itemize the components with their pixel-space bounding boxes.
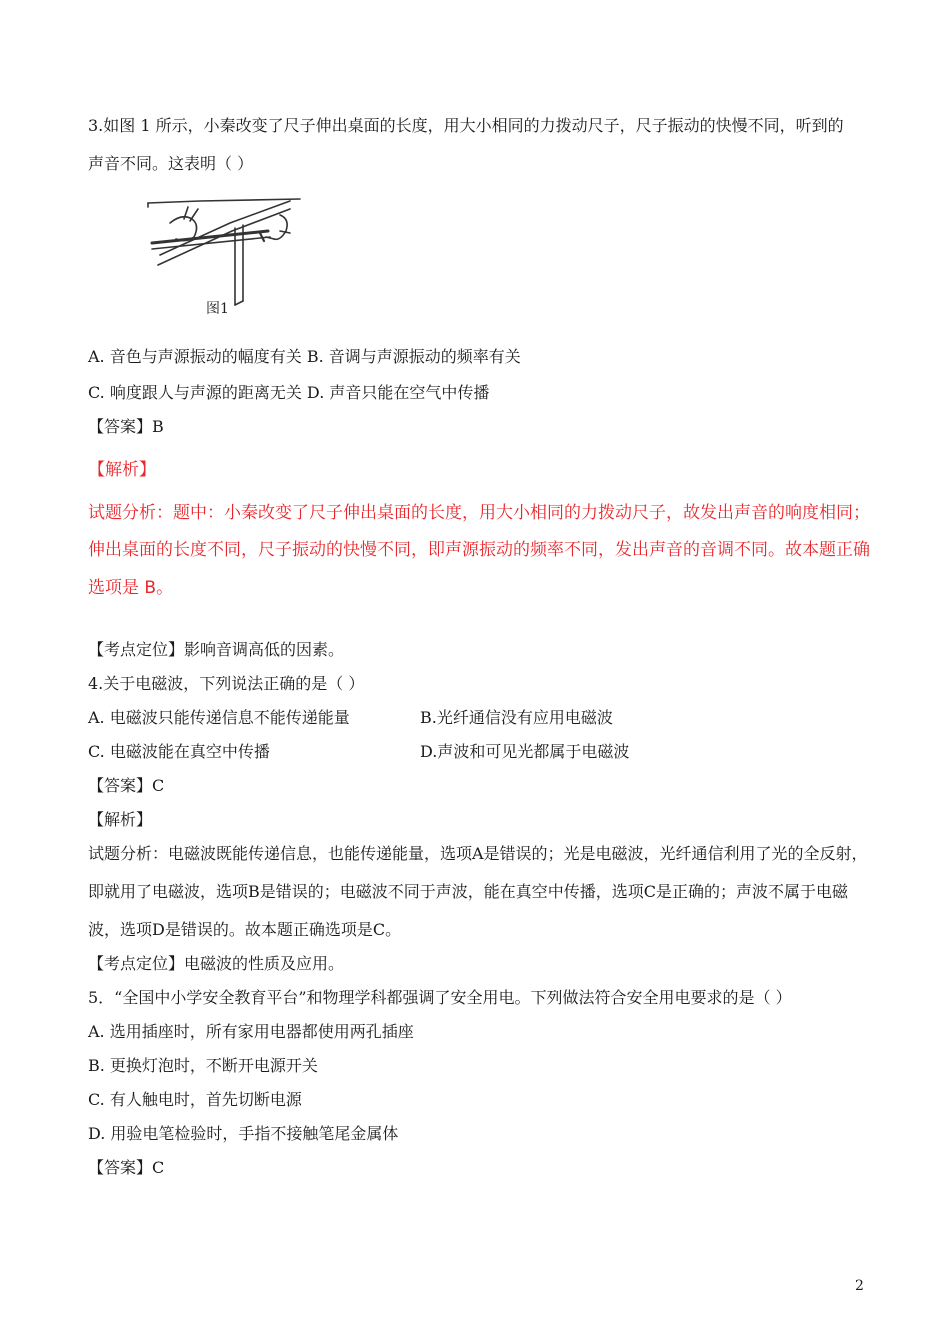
q5-option-a: A. 选用插座时，所有家用电器都使用两孔插座: [88, 1022, 414, 1041]
q4-answer: 【答案】C: [88, 776, 165, 795]
q4-option-d: D.声波和可见光都属于电磁波: [420, 742, 630, 761]
q4-kaodian: 【考点定位】电磁波的性质及应用。: [88, 954, 345, 973]
ruler-vibration-figure: [140, 193, 305, 318]
ruler-table-illustration: [140, 193, 305, 318]
q3-stem-line1: 3.如图 1 所示，小秦改变了尺子伸出桌面的长度，用大小相同的力拨动尺子，尺子振动的快慢不同，听到的: [88, 116, 844, 135]
q5-stem: 5．“全国中小学安全教育平台”和物理学科都强调了安全用电。下列做法符合安全用电要求的是（ ）: [88, 988, 792, 1007]
page-number: 2: [855, 1278, 864, 1294]
q4-analysis-line3: 波，选项D是错误的。故本题正确选项是C。: [88, 920, 402, 939]
q3-analysis-line1: 试题分析：题中：小秦改变了尺子伸出桌面的长度，用大小相同的力拨动尺子，故发出声音的响度相同；: [88, 503, 870, 523]
q3-stem-line2: 声音不同。这表明（ ）: [88, 154, 254, 173]
q3-analysis-line3: 选项是 B。: [88, 578, 174, 598]
q3-analysis-title: 【解析】: [88, 460, 156, 480]
q5-option-b: B. 更换灯泡时，不断开电源开关: [88, 1056, 318, 1075]
q3-options-line2: C. 响度跟人与声源的距离无关 D. 声音只能在空气中传播: [88, 383, 490, 402]
q4-analysis-title: 【解析】: [88, 810, 153, 829]
q4-analysis-line1: 试题分析：电磁波既能传递信息，也能传递能量，选项A是错误的；光是电磁波，光纤通信利用了光的全反射，: [88, 844, 868, 863]
q3-kaodian: 【考点定位】影响音调高低的因素。: [88, 640, 345, 659]
q5-option-c: C. 有人触电时，首先切断电源: [88, 1090, 302, 1109]
q5-option-d: D. 用验电笔检验时，手指不接触笔尾金属体: [88, 1124, 399, 1143]
q3-options-line1: A. 音色与声源振动的幅度有关 B. 音调与声源振动的频率有关: [88, 347, 521, 366]
q4-option-c: C. 电磁波能在真空中传播: [88, 742, 270, 761]
q4-option-a: A. 电磁波只能传递信息不能传递能量: [88, 708, 350, 727]
q3-answer: 【答案】B: [88, 417, 164, 436]
figure-caption: 图1: [206, 301, 229, 317]
q4-stem: 4.关于电磁波，下列说法正确的是（ ）: [88, 674, 365, 693]
q5-answer: 【答案】C: [88, 1158, 165, 1177]
q4-analysis-line2: 即就用了电磁波，选项B是错误的；电磁波不同于声波，能在真空中传播，选项C是正确的；声波不属于电磁: [88, 882, 849, 901]
q4-option-b: B.光纤通信没有应用电磁波: [420, 708, 613, 727]
q3-analysis-line2: 伸出桌面的长度不同，尺子振动的快慢不同，即声源振动的频率不同，发出声音的音调不同。故本题正确: [88, 540, 870, 560]
